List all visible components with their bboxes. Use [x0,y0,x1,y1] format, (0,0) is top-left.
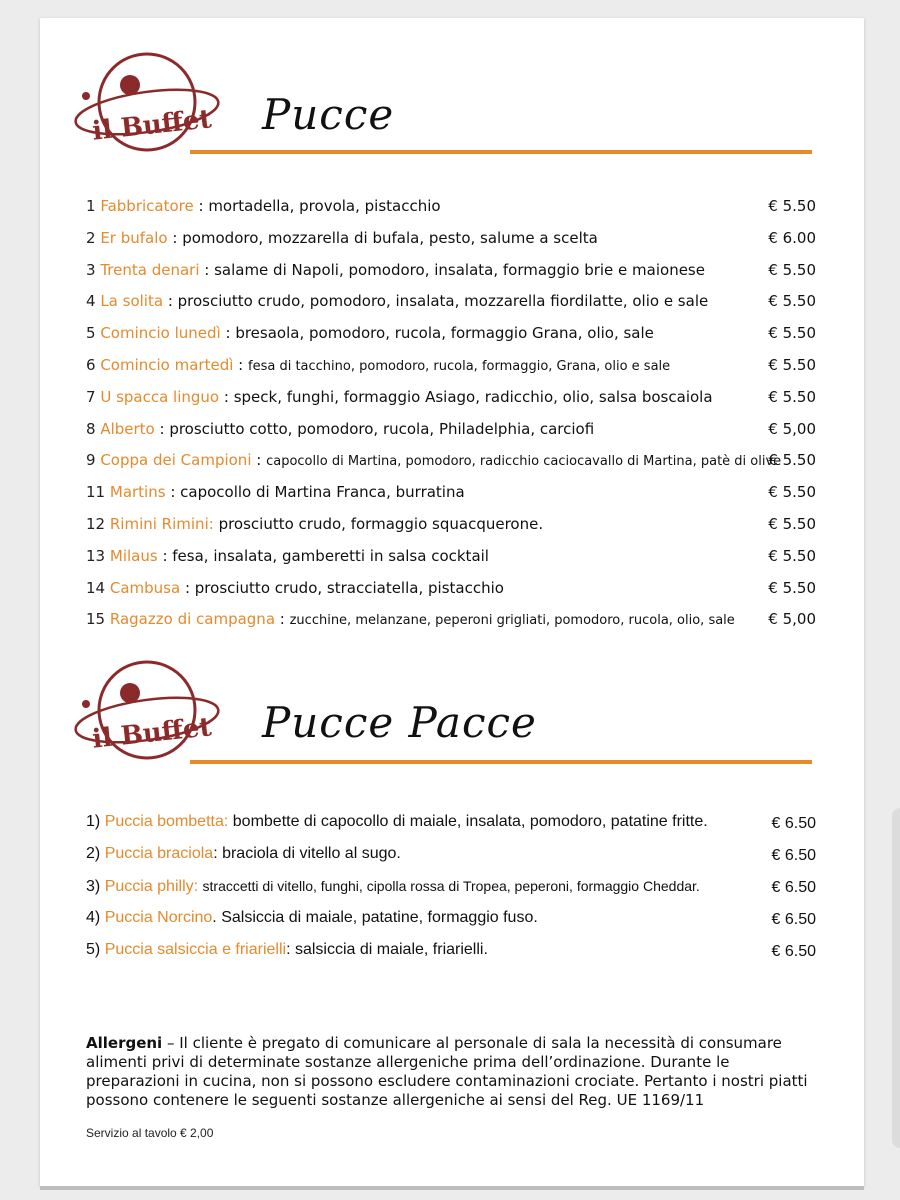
item-number: 12 [86,514,106,533]
item-description: mortadella, provola, pistacchio [208,197,441,215]
item-name: U spacca linguo [100,387,220,406]
menu-item [86,448,816,480]
item-number: 11 [86,483,106,502]
item-description: salsiccia di maiale, friarielli. [294,941,488,958]
item-separator: : [251,451,267,470]
item-price: € 5.50 [768,260,816,279]
item-price: € 5.50 [768,387,816,406]
item-name: Puccia philly: [104,878,199,895]
item-separator: : [165,483,181,502]
menu-item [86,480,816,512]
item-price: € 5,00 [768,419,816,438]
item-name: Ragazzo di campagna [109,610,276,629]
item-description: speck, funghi, formaggio Asiago, radicchio, olio, salsa boscaiola [233,387,713,406]
item-separator: : [199,260,215,279]
item-name: Alberto [100,419,155,438]
item-price: € 6.50 [771,879,816,896]
svg-text:il Buffet: il Buffet [90,712,213,755]
item-description: bresaola, pomodoro, rucola, formaggio Grana, olio, sale [235,324,654,343]
item-price: € 5.50 [768,292,816,311]
item-number: 7 [86,387,96,406]
item-price: € 6.00 [768,228,816,247]
item-number: 15 [86,610,106,629]
item-number: 9 [86,451,96,470]
item-separator: : [154,419,170,438]
item-number: 13 [86,546,106,565]
menu-item [86,842,816,874]
section-rule [190,760,812,764]
section-rule [190,150,812,154]
item-separator: : [219,387,234,406]
item-separator: : [233,355,248,374]
menu-item [86,385,816,417]
section-title-pucce-pacce: Pucce Pacce [262,698,537,747]
menu-item [86,938,816,970]
item-separator: : [157,546,173,565]
item-description: zucchine, melanzane, peperoni grigliati, pomodoro, rucola, olio, sale [289,613,735,629]
item-price: € 5,00 [768,610,816,629]
menu-item [86,353,816,385]
menu-item [86,576,816,608]
item-price: € 5.50 [768,578,816,597]
section-title-pucce: Pucce [262,90,395,139]
item-description: Salsiccia di maiale, patatine, formaggio fuso. [221,909,538,926]
menu-list-pucce-pacce [86,810,816,970]
item-name: Rimini Rimini: [109,514,214,533]
item-price: € 5.50 [768,546,816,565]
item-number: 4) [86,909,101,926]
menu-item [86,258,816,290]
item-description: salame di Napoli, pomodoro, insalata, formaggio brie e maionese [214,260,705,279]
item-name: Coppa dei Campioni [100,451,252,470]
item-number: 2 [86,228,96,247]
menu-list-pucce [86,194,816,639]
scroll-handle[interactable] [892,808,900,1148]
item-price: € 5.50 [768,451,816,470]
item-name: Fabbricatore [100,197,194,215]
item-separator: : [167,228,183,247]
item-price: € 6.50 [771,815,816,832]
svg-text:il Buffet: il Buffet [90,104,213,147]
item-separator: : [275,610,290,629]
menu-item [86,544,816,576]
item-price: € 6.50 [771,847,816,864]
item-name: Cambusa [109,578,181,597]
item-name: Er bufalo [100,228,168,247]
item-name: Puccia Norcino [104,909,213,926]
menu-item [86,906,816,938]
item-description: prosciutto crudo, stracciatella, pistacchio [194,578,504,597]
item-number: 5) [86,941,101,958]
menu-item [86,512,816,544]
item-price: € 5.50 [768,197,816,215]
item-separator: : [163,292,178,311]
item-number: 8 [86,419,96,438]
item-price: € 5.50 [768,324,816,343]
item-name: Puccia braciola [104,845,214,862]
page-bottom-edge [40,1186,864,1190]
item-description: prosciutto crudo, formaggio squacquerone. [218,514,544,533]
item-name: Comincio martedì [100,355,234,374]
item-description: prosciutto cotto, pomodoro, rucola, Philadelphia, carciofi [169,419,595,438]
item-separator: : [213,845,223,862]
item-price: € 5.50 [768,514,816,533]
item-description: bombette di capocollo di maiale, insalata, pomodoro, patatine fritte. [232,813,708,830]
item-number: 14 [86,578,106,597]
item-number: 1 [86,197,96,215]
item-number: 4 [86,292,96,311]
item-separator: . [212,909,222,926]
allergen-notice [86,1034,821,1110]
menu-item [86,194,816,226]
item-separator: : [180,578,195,597]
menu-item [86,289,816,321]
item-number: 5 [86,324,96,343]
il-buffet-logo [72,50,222,162]
item-description: prosciutto crudo, pomodoro, insalata, mozzarella fiordilatte, olio e sale [177,292,709,311]
service-note: Servizio al tavolo € 2,00 [86,1126,214,1140]
item-description: fesa, insalata, gamberetti in salsa cocktail [172,546,489,565]
item-separator: : [220,324,236,343]
item-price: € 5.50 [768,483,816,502]
menu-item [86,607,816,639]
item-description: straccetti di vitello, funghi, cipolla rossa di Tropea, peperoni, formaggio Cheddar. [202,878,700,894]
item-name: Comincio lunedì [100,324,221,343]
item-description: capocollo di Martina Franca, burratina [180,483,465,502]
allergen-text: – Il cliente è pregato di comunicare al personale di sala la necessità di consumare alimenti privi di determinate sostanze allergeniche prima dell’ordinazione. Durante le preparazioni in cucina, non si possono escludere contaminazioni crociate. Pertanto i nostri piatti possono contenere le seguenti sostanze allergeniche ai sensi del Reg. UE 1169/11 [86,1034,808,1109]
item-price: € 6.50 [771,943,816,960]
item-description: pomodoro, mozzarella di bufala, pesto, salume a scelta [182,228,598,247]
item-number: 3) [86,878,101,895]
menu-item [86,810,816,842]
item-number: 6 [86,355,96,374]
menu-item [86,321,816,353]
item-number: 2) [86,845,101,862]
item-description: braciola di vitello al sugo. [222,845,401,862]
menu-item [86,417,816,449]
item-number: 1) [86,813,101,830]
item-description: fesa di tacchino, pomodoro, rucola, formaggio, Grana, olio e sale [248,358,671,374]
item-name: Puccia bombetta: [104,813,229,830]
item-separator: : [193,197,209,215]
item-name: Martins [109,483,166,502]
item-separator: : [286,941,295,958]
item-name: La solita [100,292,164,311]
il-buffet-logo [72,658,222,770]
menu-item [86,874,816,906]
allergen-label: Allergeni [86,1034,163,1052]
item-price: € 5.50 [768,355,816,374]
item-name: Trenta denari [100,260,200,279]
menu-item [86,226,816,258]
item-description: capocollo di Martina, pomodoro, radicchio caciocavallo di Martina, patè di olive [266,454,782,470]
item-name: Milaus [109,546,158,565]
item-name: Puccia salsiccia e friarielli [104,941,287,958]
item-number: 3 [86,260,96,279]
item-price: € 6.50 [771,911,816,928]
